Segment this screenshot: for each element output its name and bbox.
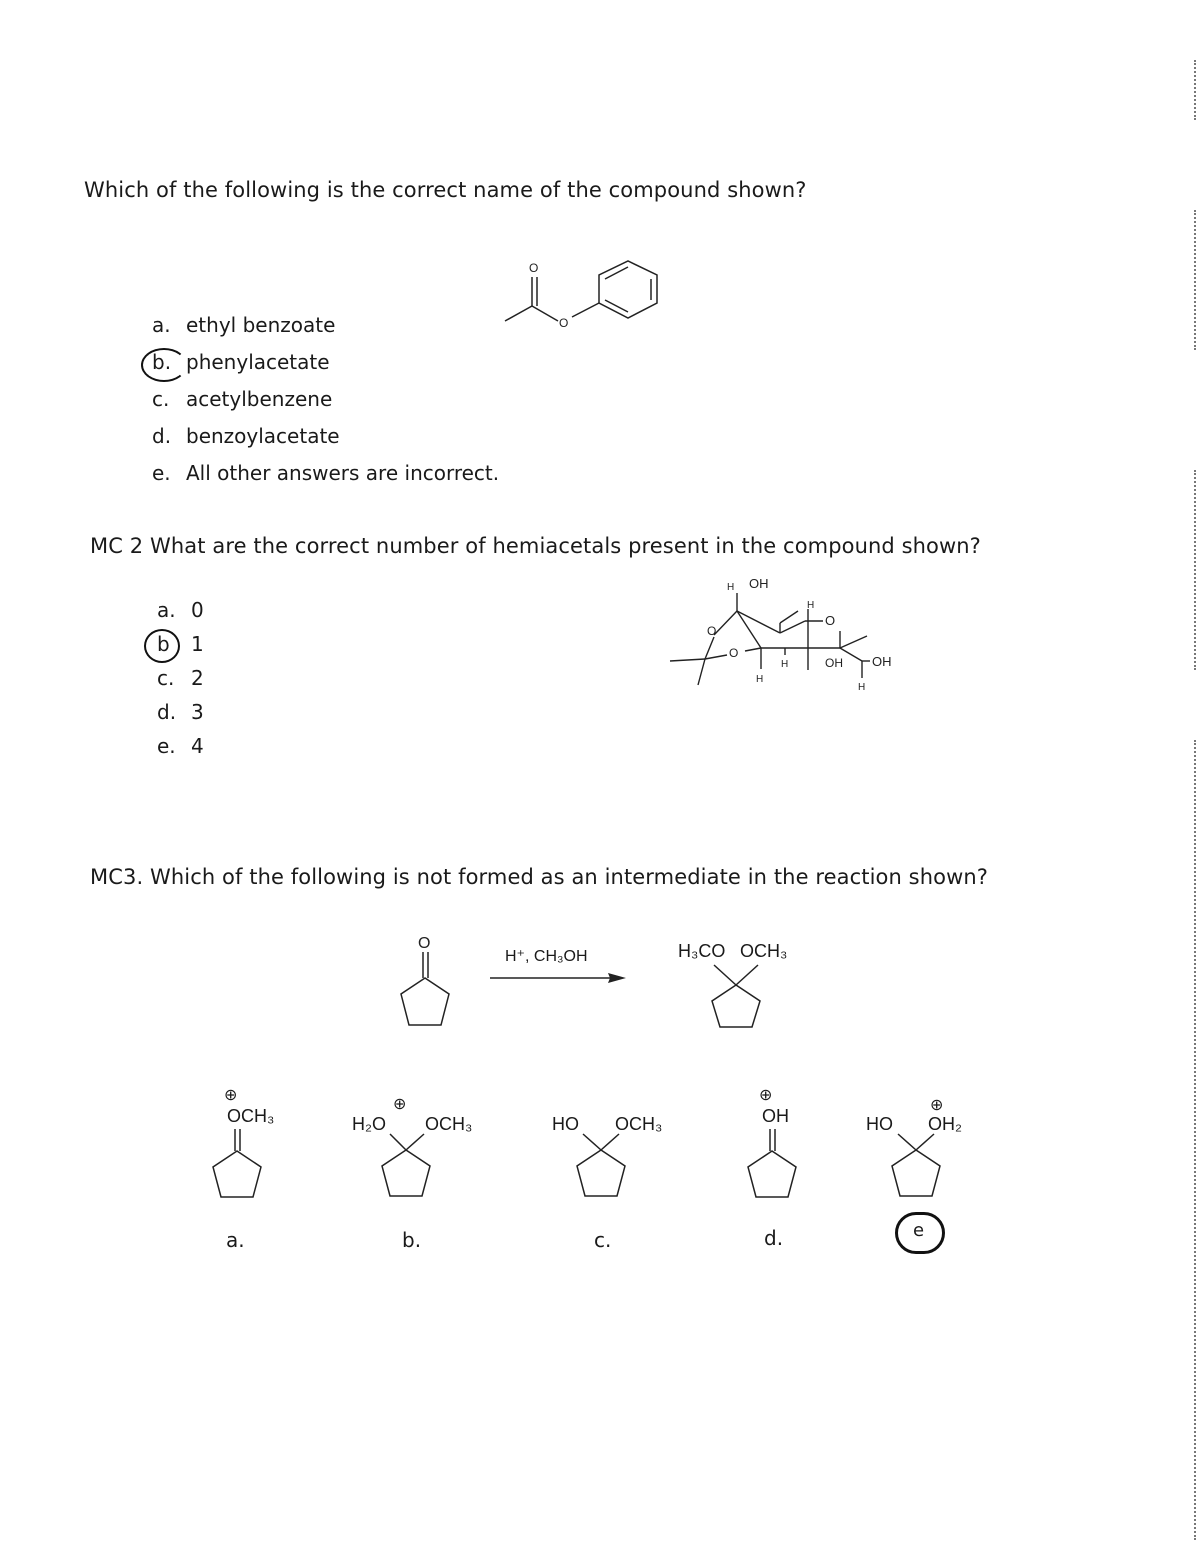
q3-reaction-arrow <box>490 970 630 986</box>
svg-text:H: H <box>807 600 815 611</box>
q3-choice-c-structure <box>555 1128 650 1208</box>
q2-option-e[interactable]: e. 4 <box>157 734 204 758</box>
q3-choice-e-right-label: OH₂ <box>928 1114 962 1134</box>
scan-edge-mark <box>1192 60 1196 120</box>
svg-text:O: O <box>707 624 717 638</box>
q2-options <box>157 598 204 768</box>
q3-choice-d-top-label: OH <box>762 1106 789 1126</box>
scan-edge-mark <box>1192 470 1196 670</box>
svg-text:OH: OH <box>825 656 843 670</box>
q1-option-e[interactable]: e. All other answers are incorrect. <box>152 461 500 485</box>
q3-choice-a-letter[interactable]: a. <box>226 1228 245 1252</box>
q2-option-c[interactable]: c. 2 <box>157 666 204 690</box>
svg-text:H: H <box>756 674 764 685</box>
svg-text:O: O <box>825 613 836 628</box>
q3-choice-b-right-label: OCH₃ <box>425 1114 473 1134</box>
q3-reagent-label: H⁺, CH₃OH <box>505 948 588 965</box>
q1-molecule-phenyl-acetate <box>495 255 670 335</box>
q2-option-b[interactable]: b 1 <box>157 632 204 656</box>
q2-option-a[interactable]: a. 0 <box>157 598 204 622</box>
q3-choice-d-charge: ⊕ <box>759 1087 773 1104</box>
q3-choice-c-right-label: OCH₃ <box>615 1114 663 1134</box>
q3-product-left-label: H₃CO <box>678 941 726 961</box>
scan-edge-mark <box>1192 210 1196 350</box>
q3-choice-e-structure <box>870 1128 965 1208</box>
q3-choice-a-charge: ⊕ <box>224 1087 238 1104</box>
q1-answer-circle <box>141 348 187 382</box>
q3-choice-d-structure <box>740 1127 810 1207</box>
q3-choice-d-letter[interactable]: d. <box>764 1226 784 1250</box>
q3-product-right-label: OCH₃ <box>740 941 788 961</box>
carbonyl-oxygen-label: O <box>529 261 539 275</box>
q3-choice-b-left-label: H₂O <box>352 1114 386 1134</box>
q2-molecule-sugar-acetonide <box>665 575 935 725</box>
q3-choice-a-structure <box>205 1127 275 1207</box>
q2-question: MC 2 What are the correct number of hemiacetals present in the compound shown? <box>90 534 981 558</box>
svg-text:H: H <box>858 682 866 693</box>
q3-choice-c-left-label: HO <box>552 1114 579 1134</box>
q1-options <box>152 313 499 498</box>
scan-edge-mark <box>1192 740 1196 1540</box>
q2-answer-circle <box>144 629 180 663</box>
q3-question: MC3. Which of the following is not formed as an intermediate in the reaction shown? <box>90 865 989 889</box>
svg-text:OH: OH <box>749 576 769 591</box>
q1-option-c[interactable]: c. acetylbenzene <box>152 387 333 411</box>
ester-oxygen-label: O <box>559 316 569 330</box>
q1-option-a[interactable]: a. ethyl benzoate <box>152 313 336 337</box>
svg-text:O: O <box>729 646 739 660</box>
q3-choice-e-charge: ⊕ <box>930 1097 944 1114</box>
q3-choice-b-charge: ⊕ <box>393 1096 407 1113</box>
q2-option-d[interactable]: d. 3 <box>157 700 204 724</box>
q3-choice-c-letter[interactable]: c. <box>594 1228 612 1252</box>
q3-choice-e-left-label: HO <box>866 1114 893 1134</box>
q3-choice-a-top-label: OCH₃ <box>227 1106 275 1126</box>
svg-text:OH: OH <box>872 654 892 669</box>
q1-option-b[interactable]: b. phenylacetate <box>152 350 330 374</box>
q3-choice-b-structure <box>360 1128 455 1208</box>
svg-text:O: O <box>418 935 431 952</box>
q1-option-d[interactable]: d. benzoylacetate <box>152 424 340 448</box>
q3-choice-e-letter[interactable]: e <box>913 1220 925 1241</box>
q3-product-dimethyl-acetal <box>690 955 790 1030</box>
q1-question: Which of the following is the correct name of the compound shown? <box>84 178 807 202</box>
svg-text:H: H <box>781 659 789 670</box>
svg-text:H: H <box>727 582 735 593</box>
q3-reactant-cyclopentanone <box>390 930 465 1035</box>
q3-choice-b-letter[interactable]: b. <box>402 1228 422 1252</box>
